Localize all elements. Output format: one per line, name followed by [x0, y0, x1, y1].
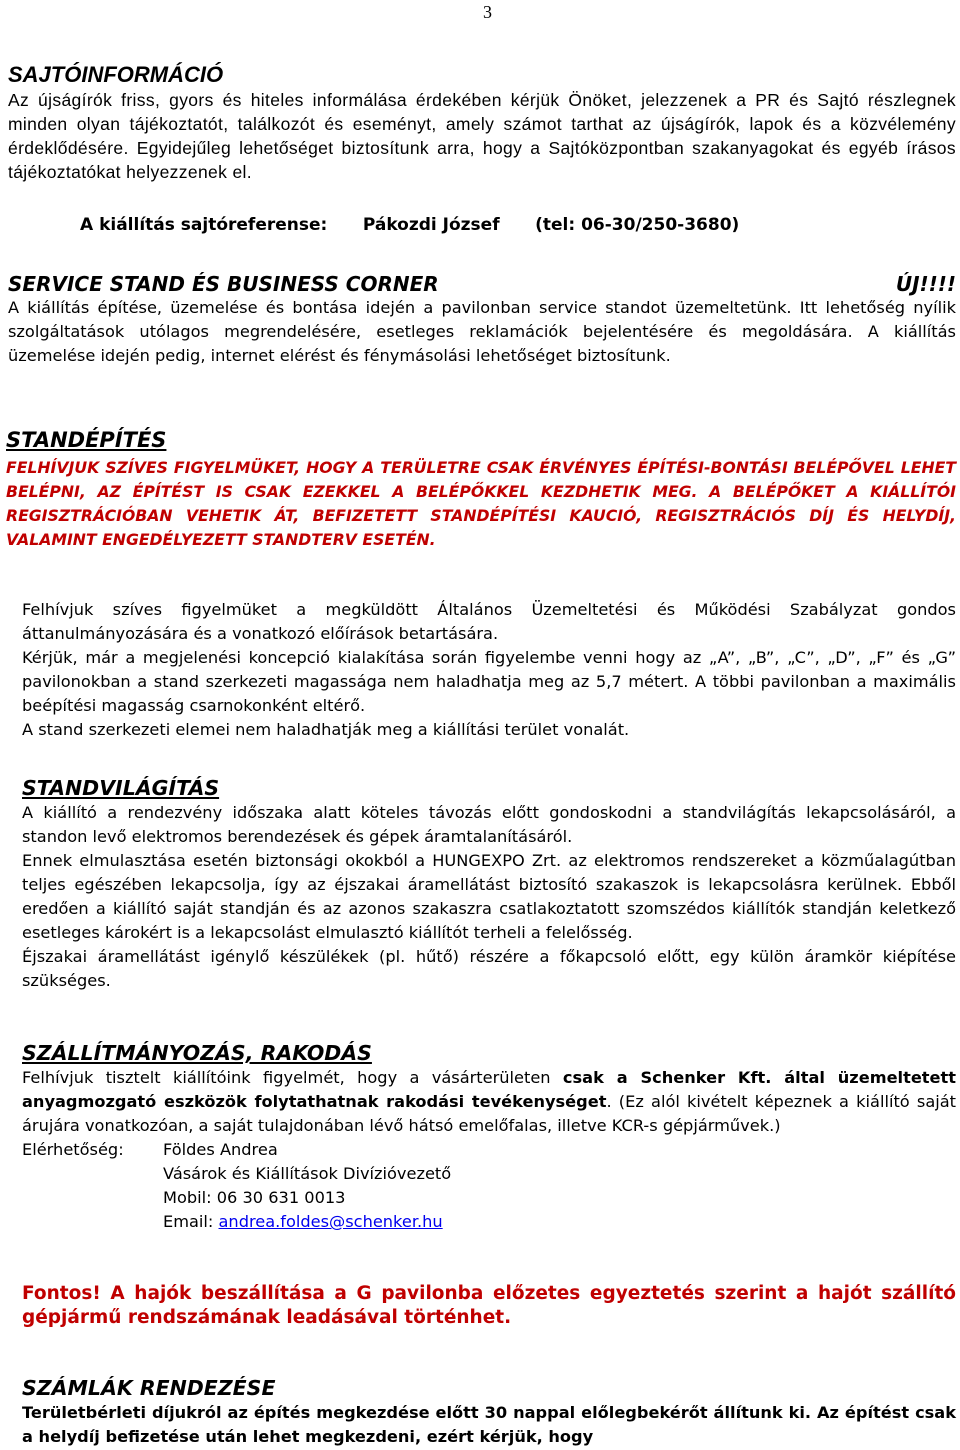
press-contact-label: A kiállítás sajtóreferense:	[80, 215, 328, 235]
transport-text-a: Felhívjuk tisztelt kiállítóink figyelmét, hogy a vásárterületen	[22, 1068, 563, 1087]
press-contact-line	[80, 215, 880, 235]
new-badge: ÚJ!!!!	[895, 272, 956, 296]
lighting-p2: Ennek elmulasztása esetén biztonsági okokból a HUNGEXPO Zrt. az elektromos rendszereket a közműalagútban teljes egészében lekapcsolja, így az éjszakai áramellátást biztosító szakaszok is lekapcsolásra kerülnek. Ebből eredően a kiállító saját standján és az azonos szakaszra csatlakoztatott szomszédos kiállítók standján keletkező esetleges károkért is a lekapcsolást elmulasztó kiállítót terheli a felelősség.	[22, 851, 956, 942]
notice-text: Fontos! A hajók beszállítása a G pavilonba előzetes egyeztetés szerint a hajót szállító gépjármű rendszámának leadásával történhet.	[22, 1283, 956, 1328]
stand-building-rules	[22, 598, 956, 742]
transport-contact	[22, 1138, 956, 1234]
page-number: 3	[483, 2, 492, 22]
lighting-p1: A kiállító a rendezvény időszaka alatt köteles távozás előtt gondoskodni a standvilágítás lekapcsolásáról, a standon levő elektromos berendezések és gépek áramtalanításáról.	[22, 803, 956, 846]
stand-rules-p1: Felhívjuk szíves figyelmüket a megküldött Általános Üzemeltetési és Működési Szabályzat gondos áttanulmányozására és a vonatkozó előírások betartására.	[22, 600, 956, 643]
contact-label: Elérhetőség:	[22, 1140, 124, 1159]
contact-mobile: Mobil: 06 30 631 0013	[163, 1188, 346, 1207]
press-text: Az újságírók friss, gyors és hiteles informálása érdekében kérjük Önöket, jelezzenek a PR és Sajtó részlegnek minden olyan tájékoztatót, találkozót és eseményt, amely számot tarthat az újságírók, lapok és a közvélemény érdeklődésére. Egyidejűleg lehetőséget biztosítunk arra, hogy a Sajtóközpontban szakanyagokat és egyéb írásos tájékoztatókat helyezzenek el.	[8, 90, 956, 182]
stand-rules-p2: Kérjük, már a megjelenési koncepció kialakítása során figyelembe venni hogy az „A”, „B”, „C”, „D”, „F” és „G” pavilonokban a stand szerkezeti magassága nem haladhatja meg az 5,7 métert. A többi pavilonban a maximális beépítési magasság csarnokonként eltérő.	[22, 648, 956, 715]
contact-role: Vásárok és Kiállítások Divízióvezető	[163, 1164, 452, 1183]
press-section	[8, 62, 956, 184]
contact-email-row	[163, 1210, 451, 1234]
stand-building-section	[6, 428, 956, 552]
stand-building-warning: FELHÍVJUK SZÍVES FIGYELMÜKET, HOGY A TERÜLETRE CSAK ÉRVÉNYES ÉPÍTÉSI-BONTÁSI BELÉPŐVEL LEHET BELÉPNI, AZ ÉPÍTÉST IS CSAK EZEKKEL A BELÉPŐKKEL KEZDHETIK MEG. A BELÉPŐKET A KIÁLLÍTÓI REGISZTRÁCIÓBAN VEHETIK ÁT, BEFIZETETT STANDÉPÍTÉSI KAUCIÓ, REGISZTRÁCIÓS DÍJ ÉS HELYDÍJ, VALAMINT ENGEDÉLYEZETT STANDTERV ESETÉN.	[6, 458, 956, 549]
press-title: SAJTÓINFORMÁCIÓ	[8, 62, 224, 87]
transport-title: SZÁLLÍTMÁNYOZÁS, RAKODÁS	[22, 1041, 372, 1065]
transport-text-c: . (Ez alól kivételt képeznek a kiállító saját árujára vonatkozóan, a saját tulajdonában lévő hátsó emelőfalas, illetve KCR-s gépjárművek.)	[22, 1092, 957, 1135]
contact-email-label: Email:	[163, 1212, 219, 1231]
contact-name: Földes Andrea	[163, 1140, 278, 1159]
invoice-text: Területbérleti díjukról az építés megkezdése előtt 30 nappal előlegbekérőt állítunk ki. Az építést csak a helydíj befizetése után lehet megkezdeni, ezért kérjük, hogy	[22, 1403, 956, 1446]
service-section	[8, 272, 956, 368]
press-contact-name: Pákozdi József	[362, 215, 500, 235]
transport-section	[22, 1041, 956, 1234]
lighting-section	[22, 776, 956, 993]
service-title: SERVICE STAND ÉS BUSINESS CORNER	[8, 272, 439, 296]
service-text: A kiállítás építése, üzemelése és bontása idején a pavilonban service standot üzemeltetünk. Itt lehetőség nyílik szolgáltatások utólagos megrendelésére, esetleges reklamációk bejelentésére és megoldására. A kiállítás üzemelése idején pedig, internet elérést és fénymásolási lehetőséget biztosítunk.	[8, 298, 956, 365]
notice-section	[22, 1282, 956, 1330]
transport-text	[22, 1066, 956, 1138]
contact-details	[163, 1138, 451, 1234]
lighting-p3: Éjszakai áramellátást igénylő készülékek (pl. hűtő) részére a főkapcsoló előtt, egy külön áramkör kiépítése szükséges.	[22, 947, 956, 990]
press-contact-phone: (tel: 06-30/250-3680)	[535, 215, 740, 235]
invoice-section	[22, 1376, 956, 1449]
stand-rules-p3: A stand szerkezeti elemei nem haladhatják meg a kiállítási terület vonalát.	[22, 720, 630, 739]
lighting-title: STANDVILÁGÍTÁS	[22, 776, 220, 800]
contact-email-link[interactable]: andrea.foldes@schenker.hu	[218, 1212, 443, 1231]
service-heading-row	[8, 272, 956, 296]
invoice-title: SZÁMLÁK RENDEZÉSE	[22, 1376, 276, 1400]
transport-text-bold: csak a Schenker Kft. által üzemeltetett anyagmozgató eszközök folytathatnak rakodási tevékenységet	[22, 1068, 957, 1111]
stand-building-title: STANDÉPÍTÉS	[6, 428, 167, 452]
